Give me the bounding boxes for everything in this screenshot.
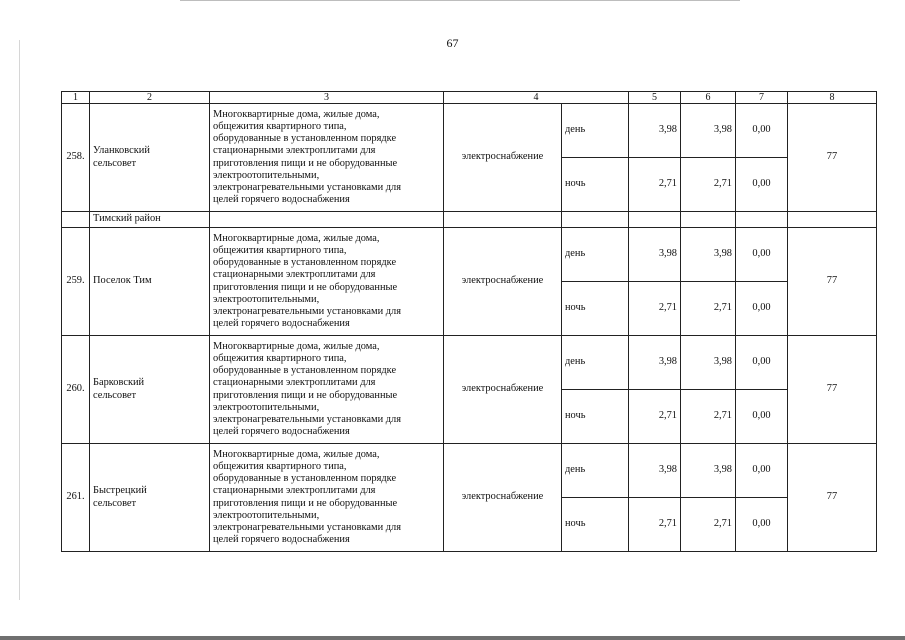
value-col5-day: 3,98 [629, 336, 681, 390]
description-line: электронагревательными установками для [213, 181, 401, 193]
description-line: целей горячего водоснабжения [213, 533, 350, 545]
row-number: 259. [62, 228, 90, 336]
territory-line: сельсовет [93, 157, 137, 169]
territory-cell [90, 336, 210, 444]
description-line: электроотопительными, [213, 293, 320, 305]
description-line: Многоквартирные дома, жилые дома, [213, 108, 380, 120]
territory-line: сельсовет [93, 497, 137, 509]
territory-cell [90, 444, 210, 552]
description-line: стационарными электроплитами для [213, 377, 376, 389]
description-line: электронагревательными установками для [213, 305, 401, 317]
header-cell-8: 8 [788, 92, 877, 104]
header-cell-5: 5 [629, 92, 681, 104]
territory-line: сельсовет [93, 389, 137, 401]
header-cell-1: 1 [62, 92, 90, 104]
header-cell-7: 7 [736, 92, 788, 104]
service-cell: электроснабжение [444, 228, 562, 336]
description-line: электроотопительными, [213, 401, 320, 413]
period-night: ночь [562, 390, 629, 444]
district-cell-empty [681, 212, 736, 228]
description-line: электроотопительными, [213, 169, 320, 181]
description-line: общежития квартирного типа, [213, 461, 347, 473]
value-col6-day: 3,98 [681, 336, 736, 390]
district-row [62, 212, 877, 228]
value-col7-night: 0,00 [736, 282, 788, 336]
value-col5-night: 2,71 [629, 282, 681, 336]
header-cell-6: 6 [681, 92, 736, 104]
service-cell: электроснабжение [444, 444, 562, 552]
value-col5-day: 3,98 [629, 228, 681, 282]
description-cell [210, 444, 444, 552]
header-row [62, 92, 877, 104]
description-cell [210, 104, 444, 212]
district-cell-empty [736, 212, 788, 228]
row-number: 258. [62, 104, 90, 212]
value-col5-day: 3,98 [629, 444, 681, 498]
district-cell-empty [210, 212, 444, 228]
district-cell-empty [629, 212, 681, 228]
value-col6-night: 2,71 [681, 158, 736, 212]
period-day: день [562, 336, 629, 390]
description-line: оборудованные в установленном порядке [213, 133, 397, 145]
value-col5-night: 2,71 [629, 498, 681, 552]
description-cell [210, 228, 444, 336]
table-row [62, 444, 877, 498]
description-line: электроотопительными, [213, 509, 320, 521]
description-line: приготовления пищи и не оборудованные [213, 389, 398, 401]
value-col6-day: 3,98 [681, 104, 736, 158]
period-night: ночь [562, 498, 629, 552]
district-cell-no [62, 212, 90, 228]
description-line: электронагревательными установками для [213, 413, 401, 425]
value-col6-night: 2,71 [681, 282, 736, 336]
period-night: ночь [562, 282, 629, 336]
value-col8: 77 [788, 104, 877, 212]
table-row [62, 104, 877, 158]
description-line: Многоквартирные дома, жилые дома, [213, 340, 380, 352]
description-line: приготовления пищи и не оборудованные [213, 497, 398, 509]
value-col8: 77 [788, 228, 877, 336]
description-line: оборудованные в установленном порядке [213, 365, 397, 377]
scan-edge-bottom [0, 636, 905, 640]
description-line: стационарными электроплитами для [213, 485, 376, 497]
value-col6-night: 2,71 [681, 498, 736, 552]
description-line: общежития квартирного типа, [213, 353, 347, 365]
value-col5-night: 2,71 [629, 390, 681, 444]
period-day: день [562, 104, 629, 158]
value-col7-day: 0,00 [736, 444, 788, 498]
description-line: электронагревательными установками для [213, 521, 401, 533]
description-line: оборудованные в установленном порядке [213, 473, 397, 485]
row-number: 261. [62, 444, 90, 552]
value-col7-night: 0,00 [736, 498, 788, 552]
value-col7-night: 0,00 [736, 158, 788, 212]
description-line: Многоквартирные дома, жилые дома, [213, 448, 380, 460]
table-row [62, 336, 877, 390]
description-line: Многоквартирные дома, жилые дома, [213, 232, 380, 244]
header-cell-3: 3 [210, 92, 444, 104]
value-col7-day: 0,00 [736, 104, 788, 158]
value-col7-day: 0,00 [736, 336, 788, 390]
period-day: день [562, 228, 629, 282]
value-col5-day: 3,98 [629, 104, 681, 158]
page-number: 67 [446, 36, 459, 50]
district-cell-empty [788, 212, 877, 228]
value-col6-night: 2,71 [681, 390, 736, 444]
district-cell-empty [444, 212, 562, 228]
description-line: целей горячего водоснабжения [213, 317, 350, 329]
row-number: 260. [62, 336, 90, 444]
table-body [62, 92, 877, 552]
value-col5-night: 2,71 [629, 158, 681, 212]
description-line: приготовления пищи и не оборудованные [213, 157, 398, 169]
description-line: стационарными электроплитами для [213, 269, 376, 281]
value-col8: 77 [788, 444, 877, 552]
value-col6-day: 3,98 [681, 444, 736, 498]
header-cell-2: 2 [90, 92, 210, 104]
value-col7-night: 0,00 [736, 390, 788, 444]
header-cell-4: 4 [444, 92, 629, 104]
tariff-table [61, 91, 877, 552]
scan-edge-top [180, 0, 740, 1]
table-row [62, 228, 877, 282]
territory-line: Барковский [93, 377, 145, 389]
value-col7-day: 0,00 [736, 228, 788, 282]
value-col6-day: 3,98 [681, 228, 736, 282]
period-day: день [562, 444, 629, 498]
description-line: общежития квартирного типа, [213, 245, 347, 257]
district-cell-empty [562, 212, 629, 228]
description-line: целей горячего водоснабжения [213, 425, 350, 437]
service-cell: электроснабжение [444, 104, 562, 212]
description-line: стационарными электроплитами для [213, 145, 376, 157]
description-line: приготовления пищи и не оборудованные [213, 281, 398, 293]
district-name: Тимский район [90, 212, 210, 228]
territory-line: Поселок Тим [93, 275, 152, 287]
description-line: общежития квартирного типа, [213, 121, 347, 133]
territory-line: Уланковский [93, 145, 150, 157]
description-line: оборудованные в установленном порядке [213, 257, 397, 269]
description-cell [210, 336, 444, 444]
scan-edge-left [19, 40, 20, 600]
territory-cell [90, 104, 210, 212]
service-cell: электроснабжение [444, 336, 562, 444]
description-line: целей горячего водоснабжения [213, 193, 350, 205]
territory-line: Быстрецкий [93, 485, 147, 497]
value-col8: 77 [788, 336, 877, 444]
period-night: ночь [562, 158, 629, 212]
territory-cell [90, 228, 210, 336]
